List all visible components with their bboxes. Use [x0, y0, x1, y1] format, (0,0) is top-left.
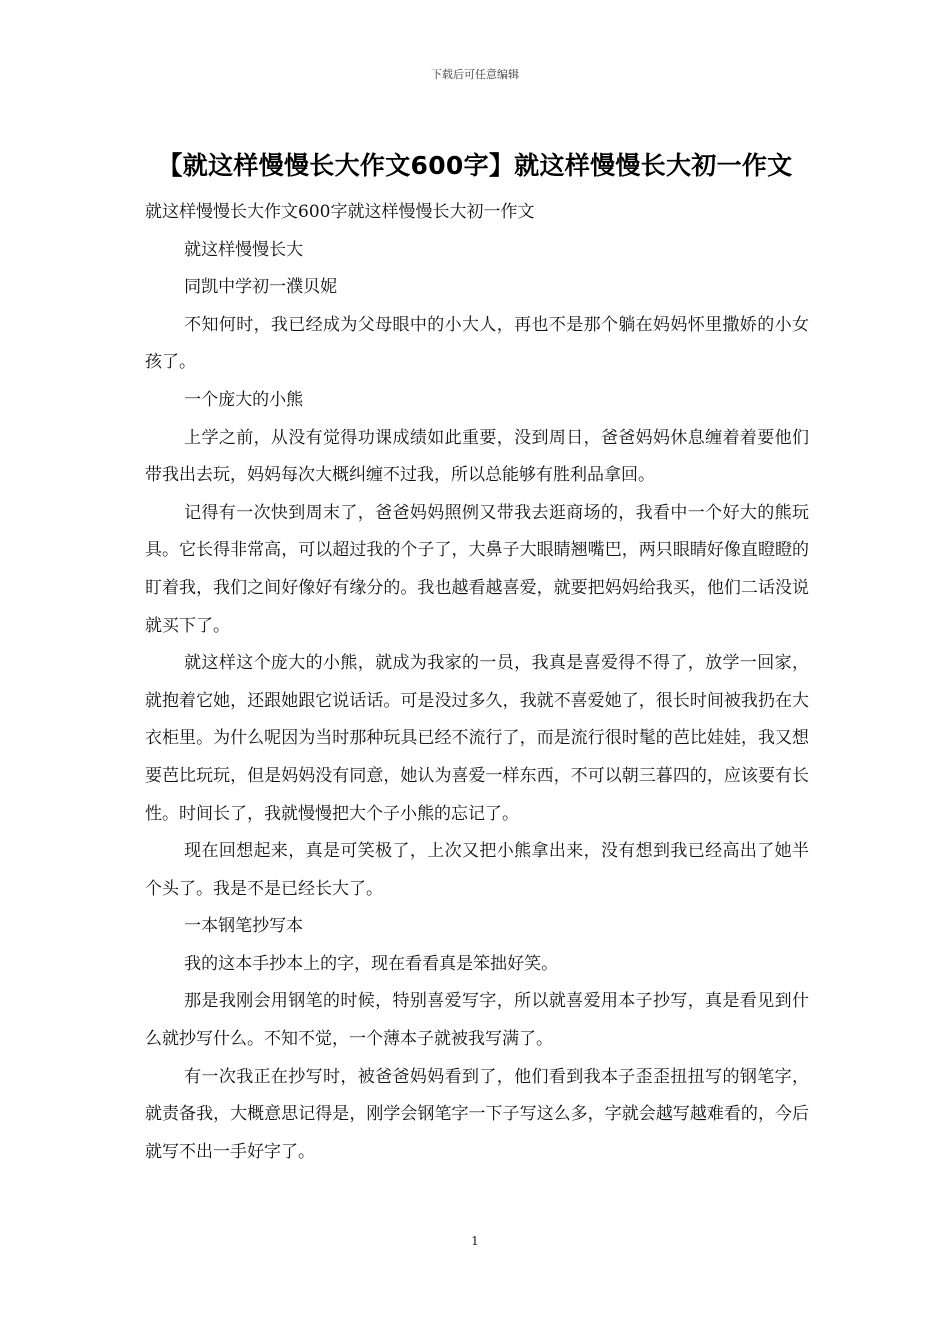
document-body [145, 194, 809, 1171]
paragraph: 上学之前，从没有觉得功课成绩如此重要，没到周日，爸爸妈妈休息缠着着要他们带我出去玩，妈妈每次大概纠缠不过我，所以总能够有胜利品拿回。 [145, 427, 809, 486]
paragraph: 记得有一次快到周末了，爸爸妈妈照例又带我去逛商场的，我看中一个好大的熊玩具。它长得非常高，可以超过我的个子了，大鼻子大眼睛翘嘴巴，两只眼睛好像直瞪瞪的盯着我，我们之间好像好有缘分的。我也越看越喜爱，就要把妈妈给我买，他们二话没说就买下了。 [145, 502, 809, 636]
section-heading: 一个庞大的小熊 [184, 389, 304, 410]
page-number: 1 [471, 1234, 479, 1248]
paragraph: 有一次我正在抄写时，被爸爸妈妈看到了，他们看到我本子歪歪扭扭写的钢笔字，就责备我，大概意思记得是，刚学会钢笔字一下子写这么多，字就会越写越难看的，今后就写不出一手好字了。 [145, 1066, 809, 1162]
essay-heading: 就这样慢慢长大 [184, 239, 304, 260]
page-header-note: 下载后可任意编辑 [431, 68, 519, 81]
paragraph: 就这样这个庞大的小熊，就成为我家的一员，我真是喜爱得不得了，放学一回家，就抱着它她，还跟她跟它说话话。可是没过多久，我就不喜爱她了，很长时间被我扔在大衣柜里。为什么呢因为当时那种玩具已经不流行了，而是流行很时髦的芭比娃娃，我又想要芭比玩玩，但是妈妈没有同意，她认为喜爱一样东西，不可以朝三暮四的，应该要有长性。时间长了，我就慢慢把大个子小熊的忘记了。 [145, 653, 809, 824]
paragraph: 那是我刚会用钢笔的时候，特别喜爱写字，所以就喜爱用本子抄写，真是看见到什么就抄写什么。不知不觉，一个薄本子就被我写满了。 [145, 991, 809, 1050]
document-title: 【就这样慢慢长大作文600字】就这样慢慢长大初一作文 [157, 151, 793, 180]
paragraph: 不知何时，我已经成为父母眼中的小大人，再也不是那个躺在妈妈怀里撒娇的小女孩了。 [145, 314, 809, 373]
paragraph: 现在回想起来，真是可笑极了，上次又把小熊拿出来，没有想到我已经高出了她半个头了。我是不是已经长大了。 [145, 841, 809, 899]
subtitle-line: 就这样慢慢长大作文600字就这样慢慢长大初一作文 [145, 202, 535, 222]
section-heading: 一本钢笔抄写本 [184, 916, 304, 937]
paragraph: 我的这本手抄本上的字，现在看看真是笨拙好笑。 [184, 953, 559, 974]
author-line: 同凯中学初一濮贝妮 [184, 277, 338, 298]
